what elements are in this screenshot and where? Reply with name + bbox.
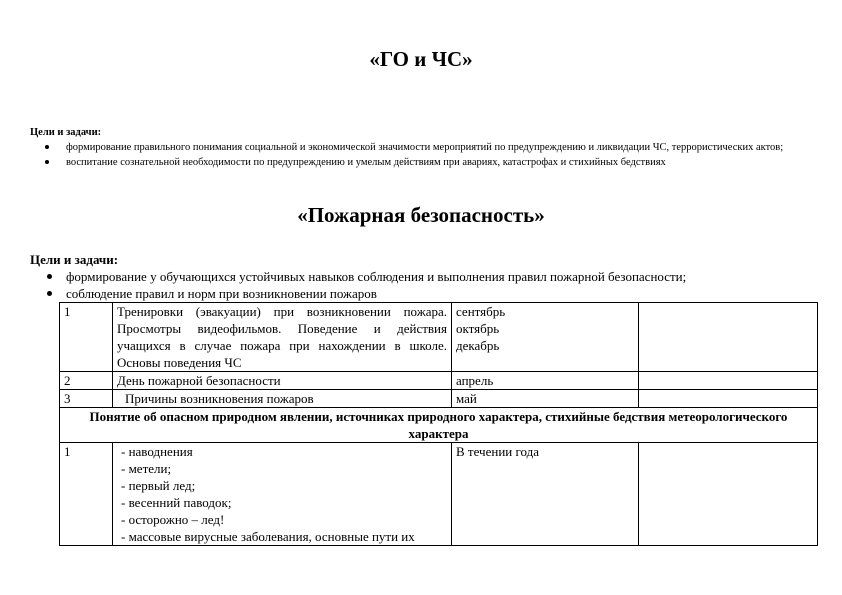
row-number: 1 xyxy=(60,443,113,546)
activity-cell xyxy=(113,443,452,546)
list-item: - массовые вирусные заболевания, основные пути их xyxy=(121,529,415,544)
activity-cell: Причины возникновения пожаров xyxy=(113,390,452,408)
table-row xyxy=(60,390,818,408)
list-item: - весенний паводок; xyxy=(121,495,232,510)
table-row xyxy=(60,443,818,546)
note-cell xyxy=(639,443,818,546)
list-item: формирование правильного понимания социальной и экономической значимости мероприятий по предупреждению и ликвидации ЧС, террористических актов; xyxy=(66,140,842,155)
date-cell xyxy=(452,303,639,372)
section-title-fire-safety: «Пожарная безопасность» xyxy=(297,203,545,227)
date-line: октябрь xyxy=(456,321,500,336)
list-item: соблюдение правил и норм при возникновении пожаров xyxy=(66,285,842,302)
goals-label: Цели и задачи: xyxy=(30,252,119,267)
activity-cell: День пожарной безопасности xyxy=(113,372,452,390)
date-line: сентябрь xyxy=(456,304,506,319)
date-cell: В течении года xyxy=(452,443,639,546)
date-cell: апрель xyxy=(452,372,639,390)
list-item: - первый лед; xyxy=(121,478,196,493)
row-number: 3 xyxy=(60,390,113,408)
section-header-row: Понятие об опасном природном явлении, источниках природного характера, стихийные бедствия метеорологического характера xyxy=(60,408,818,443)
list-item: - осторожно – лед! xyxy=(121,512,225,527)
goals-list xyxy=(30,140,842,170)
table-row xyxy=(60,372,818,390)
goals-list xyxy=(30,268,842,302)
note-cell xyxy=(639,372,818,390)
list-item: - метели; xyxy=(121,461,172,476)
note-cell xyxy=(639,390,818,408)
list-item: - наводнения xyxy=(121,444,193,459)
row-number: 1 xyxy=(60,303,113,372)
list-item: формирование у обучающихся устойчивых навыков соблюдения и выполнения правил пожарной безопасности; xyxy=(66,268,842,285)
date-cell: май xyxy=(452,390,639,408)
activity-cell: Тренировки (эвакуации) при возникновении пожара. Просмотры видеофильмов. Поведение и действия учащихся в случае пожара при нахождении в школе. Основы поведения ЧС xyxy=(113,303,452,372)
table-row xyxy=(60,408,818,443)
section-title-go-chs: «ГО и ЧС» xyxy=(369,47,473,71)
table-row xyxy=(60,303,818,372)
row-number: 2 xyxy=(60,372,113,390)
note-cell xyxy=(639,303,818,372)
list-item: воспитание сознательной необходимости по предупреждению и умелым действиям при авариях, катастрофах и стихийных бедствиях xyxy=(66,155,842,170)
goals-label: Цели и задачи: xyxy=(30,127,102,138)
date-line: декабрь xyxy=(456,338,500,353)
activities-table xyxy=(59,302,818,546)
